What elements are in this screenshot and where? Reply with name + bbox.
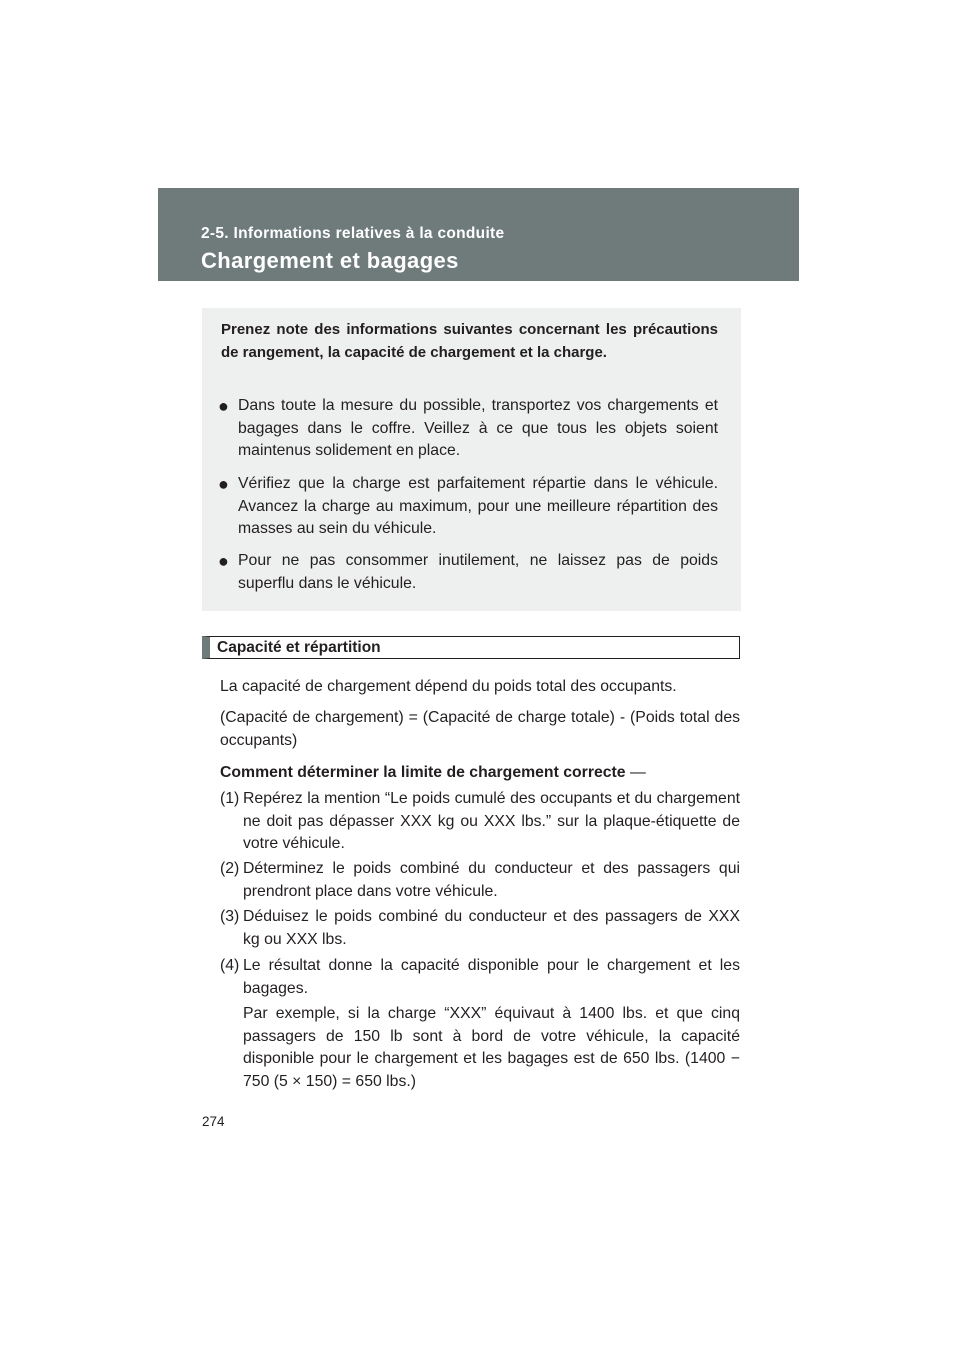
- step-number: (1): [220, 790, 240, 807]
- section-heading: [202, 636, 740, 659]
- bullet-text: Dans toute la mesure du possible, transportez vos chargements et bagages dans le coffre. Veillez à ce que tous les objets soient maintenus solidement en place.: [238, 397, 718, 459]
- step-item: [220, 788, 740, 856]
- bullet-dot-icon: ●: [218, 396, 229, 416]
- paragraph: (Capacité de chargement) = (Capacité de charge totale) - (Poids total des occupants): [220, 709, 740, 749]
- intro-box: [202, 308, 741, 611]
- bullet-item: [218, 473, 718, 541]
- bullet-dot-icon: ●: [218, 474, 229, 494]
- step-item: [220, 955, 740, 1000]
- how-to-text: Comment déterminer la limite de chargement correcte: [220, 764, 626, 781]
- em-dash: —: [625, 764, 646, 781]
- step-text: Le résultat donne la capacité disponible pour le chargement et les bagages.: [243, 957, 740, 997]
- bullet-text: Vérifiez que la charge est parfaitement répartie dans le véhicule. Avancez la charge au maximum, pour une meilleure répartition des masses au sein du véhicule.: [238, 475, 718, 537]
- bullet-item: [218, 395, 718, 463]
- step-text: Déduisez le poids combiné du conducteur et des passagers de XXX kg ou XXX lbs.: [243, 908, 740, 948]
- step-item: [220, 906, 740, 951]
- section-label: 2-5. Informations relatives à la conduite: [201, 225, 505, 242]
- intro-text: Prenez note des informations suivantes concernant les précautions de rangement, la capacité de chargement et la charge.: [221, 321, 718, 361]
- bullet-dot-icon: ●: [218, 551, 229, 571]
- example-text: Par exemple, si la charge “XXX” équivaut à 1400 lbs. et que cinq passagers de 150 lb sont à bord de votre véhicule, la capacité disponible pour le chargement et les bagages est de 650 lbs. (1400 − 750 (5 × 150) = 650 lbs.): [243, 1005, 740, 1090]
- example-paragraph: [220, 1003, 740, 1093]
- step-text: Déterminez le poids combiné du conducteur et des passagers qui prendront place dans votre véhicule.: [243, 860, 740, 900]
- step-number: (3): [220, 908, 240, 925]
- how-to-heading: [220, 762, 740, 785]
- bullet-text: Pour ne pas consommer inutilement, ne laissez pas de poids superflu dans le véhicule.: [238, 552, 718, 592]
- step-text: Repérez la mention “Le poids cumulé des occupants et du chargement ne doit pas dépasser XXX kg ou XXX lbs.” sur la plaque-étiquette de votre véhicule.: [243, 790, 740, 852]
- bullet-item: [218, 550, 718, 595]
- chapter-header: [158, 188, 799, 281]
- page-number: 274: [202, 1114, 225, 1129]
- page-title: Chargement et bagages: [201, 248, 459, 273]
- step-number: (2): [220, 860, 240, 877]
- step-item: [220, 858, 740, 903]
- step-number: (4): [220, 957, 240, 974]
- section-heading-text: Capacité et répartition: [217, 639, 381, 656]
- paragraph: La capacité de chargement dépend du poids total des occupants.: [220, 678, 677, 695]
